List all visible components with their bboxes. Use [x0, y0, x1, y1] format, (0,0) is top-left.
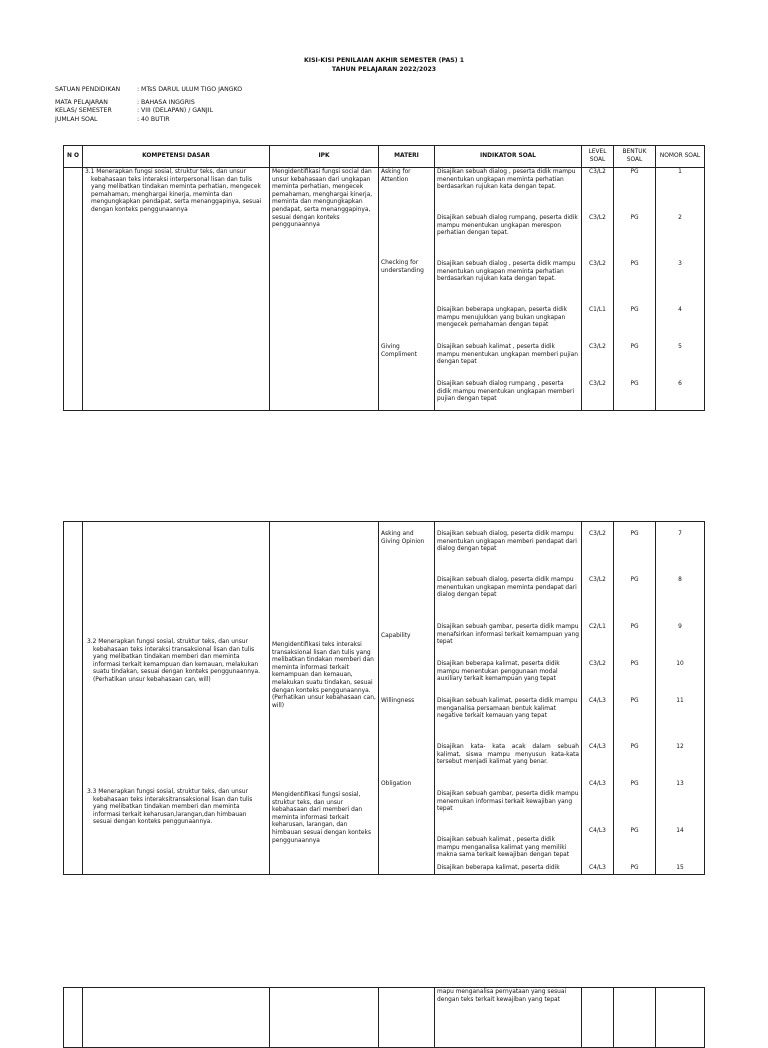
indikator-cell: [435, 522, 582, 875]
nomor-value: 10: [676, 661, 684, 667]
indikator-text: Disajikan sebuah dialog, peserta didik mampu menentukan ungkapan memberi pendapat dari dialog dengan tepat: [437, 531, 577, 553]
materi-cell: [379, 522, 435, 875]
kisi-kisi-table-3: [63, 987, 705, 1048]
level-value: C3/L2: [589, 169, 606, 175]
no-cell: [64, 168, 83, 411]
indikator-text: Disajikan kata- kata acak dalam sebuah kalimat, siswa mampu menyusun kata-kata tersebut menjadi kalimat yang benar.: [437, 744, 579, 766]
level-value: C3/L2: [589, 261, 606, 267]
nomor-value: 6: [678, 381, 682, 387]
bentuk-cell: [614, 522, 656, 875]
nomor-value: 11: [676, 698, 684, 704]
col-header-ipk: IPK: [270, 146, 379, 168]
indikator-text: Disajikan sebuah kalimat, peserta didik mampu menganalisa persamaan bentuk kalimat negative terkait kemauan yang tepat: [437, 698, 578, 720]
bentuk-value: PG: [630, 698, 639, 704]
indikator-text: Disajikan sebuah dialog, peserta didik mampu menentukan ungkapan meminta pendapat dari dialog dengan tepat: [437, 577, 577, 599]
info-value: : MTsS DARUL ULUM TIGO JANGKO: [137, 86, 243, 93]
bentuk-value: PG: [630, 531, 639, 537]
col-header-bentuk: BENTUK SOAL: [614, 146, 656, 168]
materi-label: Willingness: [381, 698, 415, 704]
level-value: C4/L3: [589, 698, 606, 704]
kd-text: 3.3 Menerapkan fungsi sosial, struktur teks, dan unsur kebahasaan teks interaksitransaksional lisan dan tulis yang melibatkan tindakan memberi dan meminta informasi terkait keharusan,larangan,dan himbauan sesuai dengan konteks penggunaannya.: [87, 789, 253, 826]
nomor-value: 15: [676, 865, 684, 871]
bentuk-value: PG: [630, 781, 639, 787]
info-value: : 40 BUTIR: [137, 115, 170, 123]
document-title: KISI-KISI PENILAIAN AKHIR SEMESTER (PAS) 1: [303, 57, 465, 64]
indikator-text: Disajikan sebuah dialog rumpang, peserta didik mampu menentukan ungkapan merespon perhatian dengan tepat.: [437, 215, 578, 237]
materi-label: Checking for understanding: [381, 260, 424, 274]
materi-label: Asking for Attention: [381, 169, 411, 183]
indikator-text: Disajikan beberapa kalimat, peserta didik: [437, 865, 560, 871]
materi-cell: [379, 988, 435, 1048]
col-header-kd: KOMPETENSI DASAR: [83, 146, 270, 168]
ipk-cell: Mengidentifikasi fungsi social dan unsur kebahasaan dari ungkapan meminta perhatian, mengecek pemahaman, menghargai kinerja, meminta dan mengungkapkan pendapat, serta menanggapinya, sesuai dengan konteks penggunaannya: [270, 168, 379, 411]
kd-cell: [83, 988, 270, 1048]
identity-info: [55, 86, 242, 124]
indikator-text: Disajikan sebuah dialog , peserta didik mampu menentukan ungkapan meminta perhatian berdasarkan rujukan kata dengan tepat.: [437, 261, 576, 283]
materi-label: Capability: [381, 633, 411, 639]
bentuk-value: PG: [630, 577, 639, 583]
col-header-indikator: INDIKATOR SOAL: [435, 146, 582, 168]
info-label: MATA PELAJARAN: [55, 99, 108, 107]
col-header-level: LEVEL SOAL: [582, 146, 614, 168]
bentuk-value: PG: [630, 344, 639, 350]
level-value: C4/L3: [589, 781, 606, 787]
info-value: : BAHASA INGGRIS: [137, 99, 195, 107]
indikator-text: Disajikan sebuah gambar, peserta didik mampu menafsirkan informasi terkait kemampuan yang tepat: [437, 624, 579, 646]
no-cell: [64, 988, 83, 1048]
bentuk-value: PG: [630, 215, 639, 221]
info-row: [55, 116, 242, 124]
nomor-value: 2: [678, 215, 682, 221]
table-row: [64, 168, 705, 411]
table-row: [64, 988, 705, 1048]
ipk-cell: [270, 988, 379, 1048]
indikator-text: Disajikan beberapa ungkapan, peserta didik mampu menujukkan yang bukan ungkapan mengecek pemahaman dengan tepat: [437, 307, 568, 329]
info-value: : VIII (DELAPAN) / GANJIL: [137, 107, 214, 115]
indikator-cell: [435, 168, 582, 411]
nomor-value: 3: [678, 261, 682, 267]
level-value: C4/L3: [589, 744, 606, 750]
level-value: C3/L2: [589, 661, 606, 667]
level-cell: [582, 988, 614, 1048]
level-value: C1/L1: [589, 307, 606, 313]
ipk-cell: [270, 522, 379, 875]
materi-label: Giving Compliment: [381, 344, 417, 358]
indikator-cell: mapu menganalisa pernyataan yang sesuai dengan teks terkait kewajiban yang tepat: [435, 988, 582, 1048]
document-subtitle: TAHUN PELAJARAN 2022/2023: [331, 66, 437, 73]
bentuk-value: PG: [630, 744, 639, 750]
info-row: [55, 86, 242, 94]
bentuk-value: PG: [630, 624, 639, 630]
bentuk-value: PG: [630, 261, 639, 267]
ipk-text: Mengidentifikasi teks interaksi transaksional lisan dan tulis yang melibatkan tindakan memberi dan meminta informasi terkait kemampuan dan kemauan, melakukan suatu tindakan, sesuai dengan konteks penggunaannya. (Perhatikan unsur kebahasaan can, will): [272, 642, 376, 709]
bentuk-value: PG: [630, 828, 639, 834]
kd-text: 3.2 Menerapkan fungsi sosial, struktur teks, dan unsur kebahasaan teks interaksi transaksional lisan dan tulis yang melibatkan tindakan memberi dan meminta informasi terkait kemampuan dan kemauan, melakukan suatu tindakan, sesuai dengan konteks penggunaannya. (Perhatikan unsur kebahasaan can, will): [87, 639, 260, 683]
materi-label: Obligation: [381, 781, 412, 787]
nomor-value: 13: [676, 781, 684, 787]
level-value: C2/L1: [589, 624, 606, 630]
kd-cell: [83, 522, 270, 875]
nomor-value: 4: [678, 307, 682, 313]
materi-cell: [379, 168, 435, 411]
info-label: JUMLAH SOAL: [55, 115, 98, 123]
materi-label: Asking and Giving Opinion: [381, 531, 425, 545]
info-row: [55, 99, 242, 107]
bentuk-cell: [614, 168, 656, 411]
indikator-text: Disajikan sebuah gambar, peserta didik mampu menemukan informasi terkait kewajiban yang tepat: [437, 791, 579, 813]
kisi-kisi-table-1: [63, 145, 705, 411]
no-cell: [64, 522, 83, 875]
bentuk-cell: [614, 988, 656, 1048]
level-value: C3/L2: [589, 381, 606, 387]
level-value: C4/L3: [589, 865, 606, 871]
table-row: [64, 522, 705, 875]
ipk-text: Mengidentifikasi fungsi sosial, struktur teks, dan unsur kebahasaan dari memberi dan meminta informasi terkait keharusan, larangan, dan himbauan sesuai dengan konteks penggunaannya: [272, 792, 372, 844]
nomor-cell: [656, 522, 705, 875]
nomor-value: 9: [678, 624, 682, 630]
nomor-cell: [656, 168, 705, 411]
bentuk-value: PG: [630, 661, 639, 667]
indikator-text: Disajikan sebuah dialog , peserta didik mampu menentukan ungkapan meminta perhatian berdasarkan rujukan kata dengan tepat.: [437, 169, 576, 191]
kisi-kisi-table-2: [63, 521, 705, 875]
level-value: C3/L2: [589, 215, 606, 221]
bentuk-value: PG: [630, 169, 639, 175]
level-value: C4/L3: [589, 828, 606, 834]
indikator-text: Disajikan sebuah kalimat , peserta didik mampu menentukan ungkapan memberi pujian dengan tepat: [437, 344, 579, 366]
level-value: C3/L2: [589, 344, 606, 350]
kd-cell: 3.1 Menerapkan fungsi sosial, struktur teks, dan unsur kebahasaan teks interaksi interpersonal lisan dan tulis yang melibatkan tindakan meminta perhatian, mengecek pemahaman, menghargai kinerja, meminta dan mengungkapkan pendapat, serta menanggapinya, sesuai dengan konteks penggunaannya: [83, 168, 270, 411]
nomor-value: 7: [678, 531, 682, 537]
bentuk-value: PG: [630, 381, 639, 387]
bentuk-value: PG: [630, 865, 639, 871]
indikator-text: Disajikan beberapa kalimat, peserta didik mampu menentukan penggunaan modal auxiliary terkait kemampuan yang tepat: [437, 661, 560, 683]
nomor-value: 1: [678, 169, 682, 175]
info-label: SATUAN PENDIDIKAN: [55, 86, 121, 93]
indikator-text: Disajikan sebuah kalimat , peserta didik mampu menganalisa kalimat yang memiliki makna sama terkait kewajiban dengan tepat: [437, 837, 570, 859]
nomor-value: 12: [676, 744, 684, 750]
level-value: C3/L2: [589, 577, 606, 583]
bentuk-value: PG: [630, 307, 639, 313]
level-value: C3/L2: [589, 531, 606, 537]
level-cell: [582, 522, 614, 875]
indikator-text: Disajikan sebuah dialog rumpang , peserta didik mampu menentukan ungkapan memberi pujian dengan tepat: [437, 381, 575, 403]
nomor-value: 5: [678, 344, 682, 350]
info-row: [55, 107, 242, 115]
level-cell: [582, 168, 614, 411]
nomor-cell: [656, 988, 705, 1048]
table-header-row: [64, 146, 705, 168]
col-header-nomor: NOMOR SOAL: [656, 146, 705, 168]
nomor-value: 8: [678, 577, 682, 583]
nomor-value: 14: [676, 828, 684, 834]
col-header-no: N O: [64, 146, 83, 168]
info-label: KELAS/ SEMESTER: [55, 107, 112, 115]
col-header-materi: MATERI: [379, 146, 435, 168]
